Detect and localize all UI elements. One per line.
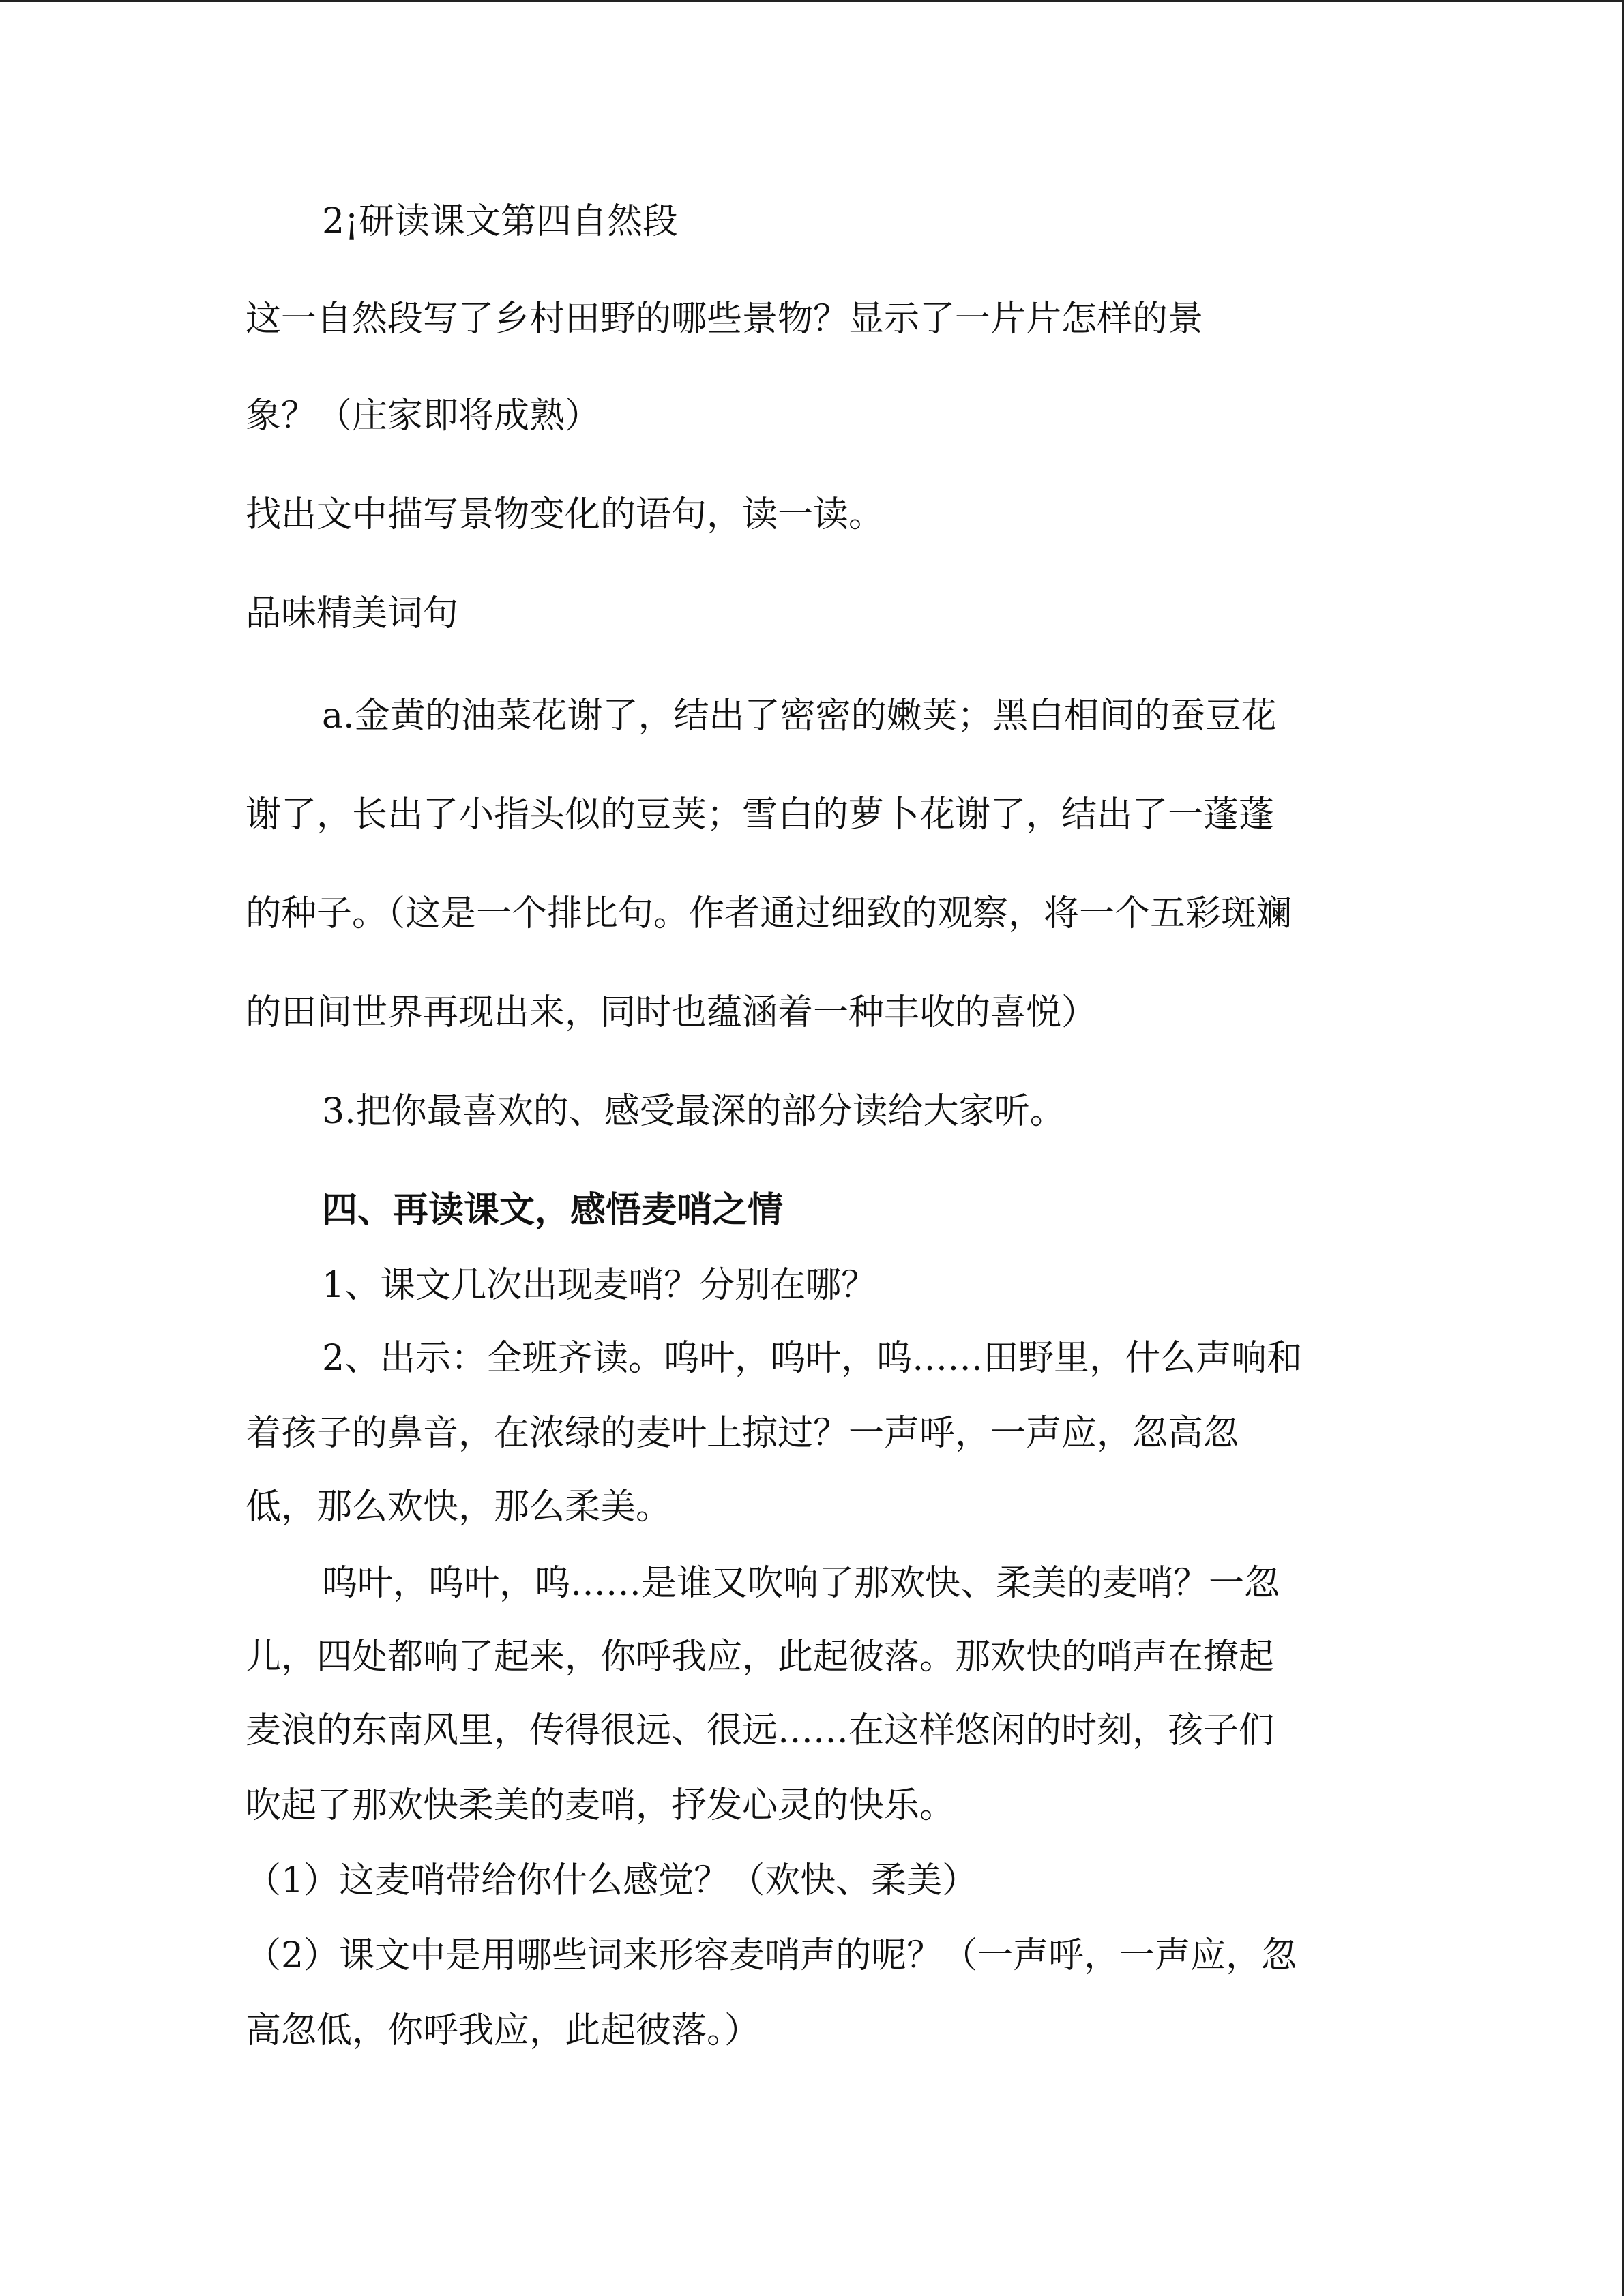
text-line: 2、出示：全班齐读。呜叶，呜叶，呜……田野里，什么声响和 [322,1338,1303,1379]
text-line: 的种子。（这是一个排比句。作者通过细致的观察，将一个五彩斑斓 [246,893,1293,934]
text-line: （2）课文中是用哪些词来形容麦哨声的呢？（一声呼，一声应，忽 [246,1935,1297,1976]
text-line: 找出文中描写景物变化的语句，读一读。 [246,494,885,535]
text-line: 3.把你最喜欢的、感受最深的部分读给大家听。 [322,1091,1065,1132]
section-heading: 四、再读课文，感悟麦哨之情 [322,1189,784,1231]
text-line: 高忽低，你呼我应，此起彼落。） [246,2010,761,2051]
page-border-top [0,0,1624,2]
text-line: 这一自然段写了乡村田野的哪些景物？显示了一片片怎样的景 [246,299,1204,340]
text-line: 品味精美词句 [246,593,459,634]
text-line: 儿，四处都响了起来，你呼我应，此起彼落。那欢快的哨声在撩起 [246,1637,1275,1678]
text-line: 低，那么欢快，那么柔美。 [246,1487,672,1527]
text-line: 1、课文几次出现麦哨？分别在哪？ [322,1265,877,1306]
text-line: 谢了，长出了小指头似的豆荚；雪白的萝卜花谢了，结出了一蓬蓬 [246,794,1275,835]
text-line: 吹起了那欢快柔美的麦哨，抒发心灵的快乐。 [246,1785,956,1826]
text-line: 麦浪的东南风里，传得很远、很远……在这样悠闲的时刻，孩子们 [246,1710,1275,1751]
text-line: 着孩子的鼻音，在浓绿的麦叶上掠过？一声呼，一声应，忽高忽 [246,1413,1239,1454]
text-line: （1）这麦哨带给你什么感觉？（欢快、柔美） [246,1860,978,1901]
text-line: 2¡研读课文第四自然段 [322,201,678,242]
text-line: 的田间世界再现出来，同时也蕴涵着一种丰收的喜悦） [246,992,1097,1033]
text-line: 象？（庄家即将成熟） [246,396,601,436]
text-line: a.金黄的油菜花谢了，结出了密密的嫩荚；黑白相间的蚕豆花 [322,696,1277,736]
text-line: 呜叶，呜叶，呜……是谁又吹响了那欢快、柔美的麦哨？一忽 [322,1563,1280,1604]
